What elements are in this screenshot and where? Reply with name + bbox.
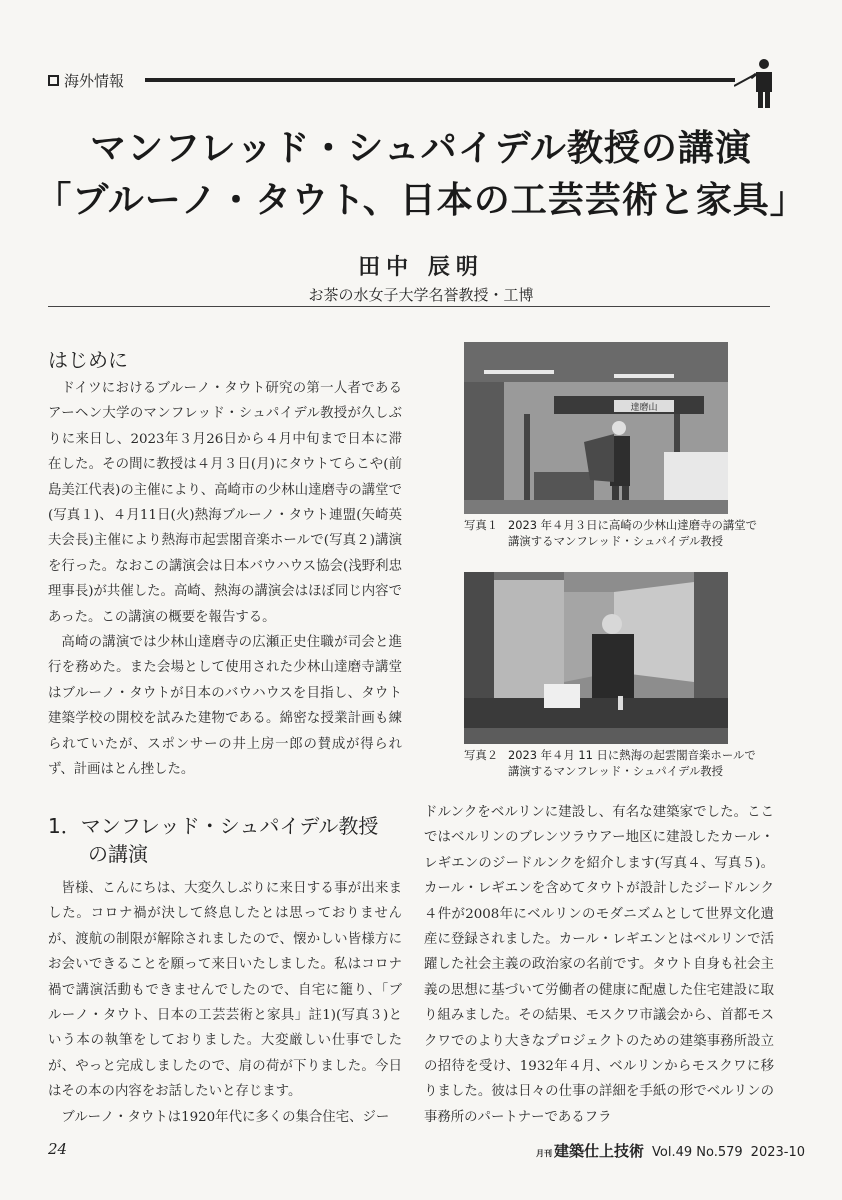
page-number: 24 [48, 1140, 68, 1158]
section1-paragraph-2: ブルーノ・タウトは1920年代に多くの集合住宅、ジー [61, 1109, 390, 1125]
section-tag [48, 70, 124, 91]
section1-body [48, 876, 402, 1130]
section1-heading-line1: 1．マンフレッド・シュパイデル教授 [48, 814, 379, 838]
intro-heading: はじめに [48, 348, 128, 372]
photo-2-caption [464, 747, 764, 779]
photo-2-caption-text: 2023 年４月 11 日に熱海の起雲閣音楽ホールで講演するマンフレッド・シュパイデル教授 [508, 748, 756, 778]
footer-magazine-info [536, 1140, 805, 1161]
photo-1-caption [464, 517, 764, 549]
article-title-line2: 「ブルーノ・タウト、日本の工芸芸術と家具」 [35, 180, 807, 221]
lecturer-pointer-icon [734, 56, 782, 108]
photo-2-label: 写真２ [464, 748, 499, 762]
magazine-name: 建築仕上技術 [554, 1142, 645, 1160]
photo-1-caption-text: 2023 年４月３日に高崎の少林山達磨寺の講堂で講演するマンフレッド・シュパイデル教授 [508, 518, 758, 548]
right-column-body [424, 800, 774, 1130]
author-affiliation: お茶の水女子大学名誉教授・工博 [308, 286, 534, 304]
intro-body [48, 376, 402, 783]
intro-paragraph-1: ドイツにおけるブルーノ・タウト研究の第一人者であるアーヘン大学のマンフレッド・シュパイデル教授が久しぶりに来日し、2023年３月26日から４月中旬まで日本に滞在した。その間に教授は４月３日(月)にタウトてらこや(前島美江代表)の主催により、高崎市の少林山達磨寺の講堂で(写真１)、４月11日(火)熱海ブルーノ・タウト連盟(矢崎英夫会長)主催により熱海市起雲閣音楽ホールで(写真２)講演を行った。なおこの講演会は日本バウハウス協会(浅野利忠理事長)が共催した。高崎、熱海の講演会はほぼ同じ内容であった。この講演の概要を報告する。 [48, 381, 402, 625]
header-rule [145, 78, 735, 82]
photo-1-label: 写真１ [464, 518, 499, 532]
photo-2 [464, 572, 728, 744]
section1-paragraph-1: 皆様、こんにちは、大変久しぶりに来日する事が出来ました。コロナ禍が決して終息したとは思っておりませんが、渡航の制限が解除されましたので、懐かしい皆様方にお会いできることを願って来日いたしました。私はコロナ禍で講演活動もできませんでしたので、自宅に籠り、「ブルーノ・タウト、日本の工芸芸術と家具」註1)(写真３)という本の執筆をしておりました。大変厳しい仕事でしたが、やっと完成しましたので、肩の荷が下りました。今日はその本の内容をお話したいと存じます。 [48, 881, 402, 1100]
magazine-volume: Vol.49 No.579 [652, 1145, 743, 1160]
section-label: 海外情報 [64, 72, 125, 90]
photo-1 [464, 342, 728, 514]
photo-1-sign: 達磨山 [630, 403, 658, 413]
right-column-paragraph: ドルンクをベルリンに建設し、有名な建築家でした。ここではベルリンのブレンツラウアー地区に建設したカール・レギエンのジードルンクを紹介します(写真４、写真５)。カール・レギエンを含めてタウトが設計したジードルンク４件が2008年にベルリンのモダニズムとして世界文化遺産に登録されました。カール・レギエンとはベルリンで活躍した社会主義の政治家の名前です。タウト自身も社会主義の思想に基づいて労働者の健康に配慮した住宅建設に取り組みました。その結果、モスクワ市議会から、首都モスクワでのより大きなプロジェクトのための建築事務所設立の招待を受け、1932年４月、ベルリンからモスクワに移りました。彼は日々の仕事の詳細を手紙の形でベルリンの事務所のパートナーであるフラ [424, 805, 774, 1125]
magazine-date: 2023-10 [750, 1145, 805, 1160]
article-title-line1: マンフレッド・シュパイデル教授の講演 [90, 128, 752, 169]
intro-paragraph-2: 高崎の講演では少林山達磨寺の広瀬正史住職が司会と進行を務めた。また会場として使用された少林山達磨寺講堂はブルーノ・タウトが日本のバウハウスを目指し、タウト建築学校の開校を試みた建物である。綿密な授業計画も練られていたが、スポンサーの井上房一郎の賛成が得られず、計画はとん挫した。 [48, 635, 402, 778]
section1-heading-line2: の講演 [88, 842, 148, 866]
author-name: 田中 辰明 [358, 255, 484, 280]
section-square-icon [48, 75, 59, 86]
magazine-prefix: 月刊 [536, 1149, 552, 1158]
section1-heading [48, 812, 378, 868]
title-divider [48, 306, 770, 307]
